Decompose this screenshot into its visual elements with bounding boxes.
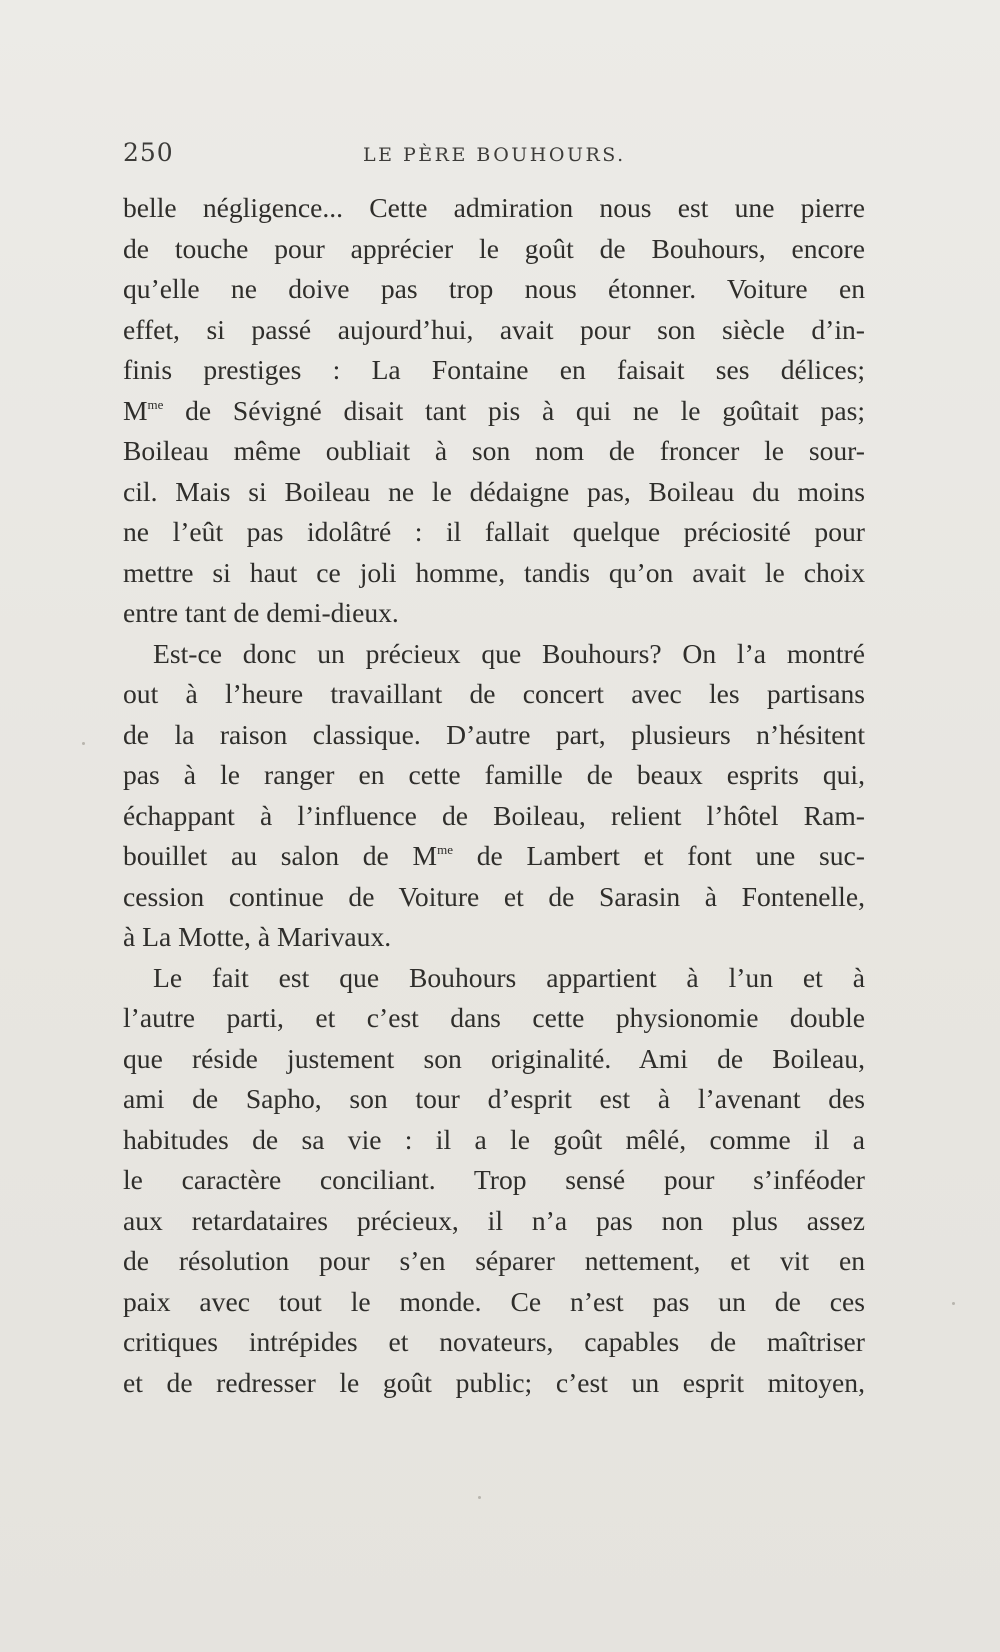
running-head: LE PÈRE BOUHOURS. bbox=[363, 144, 626, 166]
text-line: de la raison classique. D’autre part, plusieurs n’hésitent bbox=[123, 718, 865, 750]
text-line: aux retardataires précieux, il n’a pas non plus assez bbox=[123, 1204, 865, 1236]
text-line: ne l’eût pas idolâtré : il fallait quelque préciosité pour bbox=[123, 516, 865, 547]
superscript: me bbox=[147, 396, 164, 412]
text-line: ami de Sapho, son tour d’esprit est à l’avenant des bbox=[123, 1083, 865, 1114]
text-line bbox=[123, 836, 865, 877]
paper-speck bbox=[82, 742, 85, 745]
text-line: paix avec tout le monde. Ce n’est pas un de ces bbox=[123, 1285, 865, 1317]
text-line: de résolution pour s’en séparer nettement, et vit en bbox=[123, 1245, 865, 1276]
text-line: l’autre parti, et c’est dans cette physionomie double bbox=[123, 1002, 865, 1033]
text-line: à La Motte, à Marivaux. bbox=[123, 921, 392, 952]
text-line: échappant à l’influence de Boileau, relient l’hôtel Ram- bbox=[123, 799, 865, 831]
text-line: belle négligence... Cette admiration nous est une pierre bbox=[123, 192, 865, 223]
text-line: out à l’heure travaillant de concert avec les partisans bbox=[123, 678, 865, 709]
paragraph-first-line: Est-ce donc un précieux que Bouhours? On l’a montré bbox=[153, 637, 865, 669]
text-line: Boileau même oubliait à son nom de froncer le sour- bbox=[123, 435, 865, 466]
paper-speck bbox=[478, 1496, 481, 1499]
paper-speck bbox=[952, 1302, 955, 1305]
text-fragment: de Lambert et font une suc- bbox=[452, 840, 865, 871]
text-fragment: de Sévigné disait tant pis à qui ne le goûtait pas; bbox=[163, 394, 865, 426]
page-header bbox=[123, 138, 865, 178]
text-line: le caractère conciliant. Trop sensé pour s’inféoder bbox=[123, 1164, 865, 1195]
text-line: critiques intrépides et novateurs, capables de maîtriser bbox=[123, 1326, 865, 1357]
text-fragment: M bbox=[123, 394, 148, 426]
text-line: finis prestiges : La Fontaine en faisait ses délices; bbox=[123, 354, 865, 385]
body-text bbox=[123, 188, 865, 1403]
text-line: qu’elle ne doive pas trop nous étonner. Voiture en bbox=[123, 273, 865, 304]
page-number: 250 bbox=[123, 138, 174, 167]
text-line: mettre si haut ce joli homme, tandis qu’on avait le choix bbox=[123, 556, 865, 588]
text-line: entre tant de demi-dieux. bbox=[123, 597, 399, 628]
superscript: me bbox=[437, 842, 453, 857]
text-line: de touche pour apprécier le goût de Bouhours, encore bbox=[123, 232, 865, 264]
text-line: cil. Mais si Boileau ne le dédaigne pas, Boileau du moins bbox=[123, 475, 865, 507]
paragraph-first-line: Le fait est que Bouhours appartient à l’un et à bbox=[153, 961, 865, 993]
text-line: effet, si passé aujourd’hui, avait pour son siècle d’in- bbox=[123, 313, 865, 345]
text-line: cession continue de Voiture et de Sarasin à Fontenelle, bbox=[123, 880, 865, 912]
text-line: que réside justement son originalité. Ami de Boileau, bbox=[123, 1042, 865, 1074]
text-line bbox=[123, 391, 865, 432]
text-line: habitudes de sa vie : il a le goût mêlé, comme il a bbox=[123, 1123, 865, 1155]
text-line: pas à le ranger en cette famille de beaux esprits qui, bbox=[123, 759, 865, 790]
text-fragment: bouillet au salon de M bbox=[123, 840, 438, 871]
text-line: et de redresser le goût public; c’est un esprit mitoyen, bbox=[123, 1366, 865, 1398]
